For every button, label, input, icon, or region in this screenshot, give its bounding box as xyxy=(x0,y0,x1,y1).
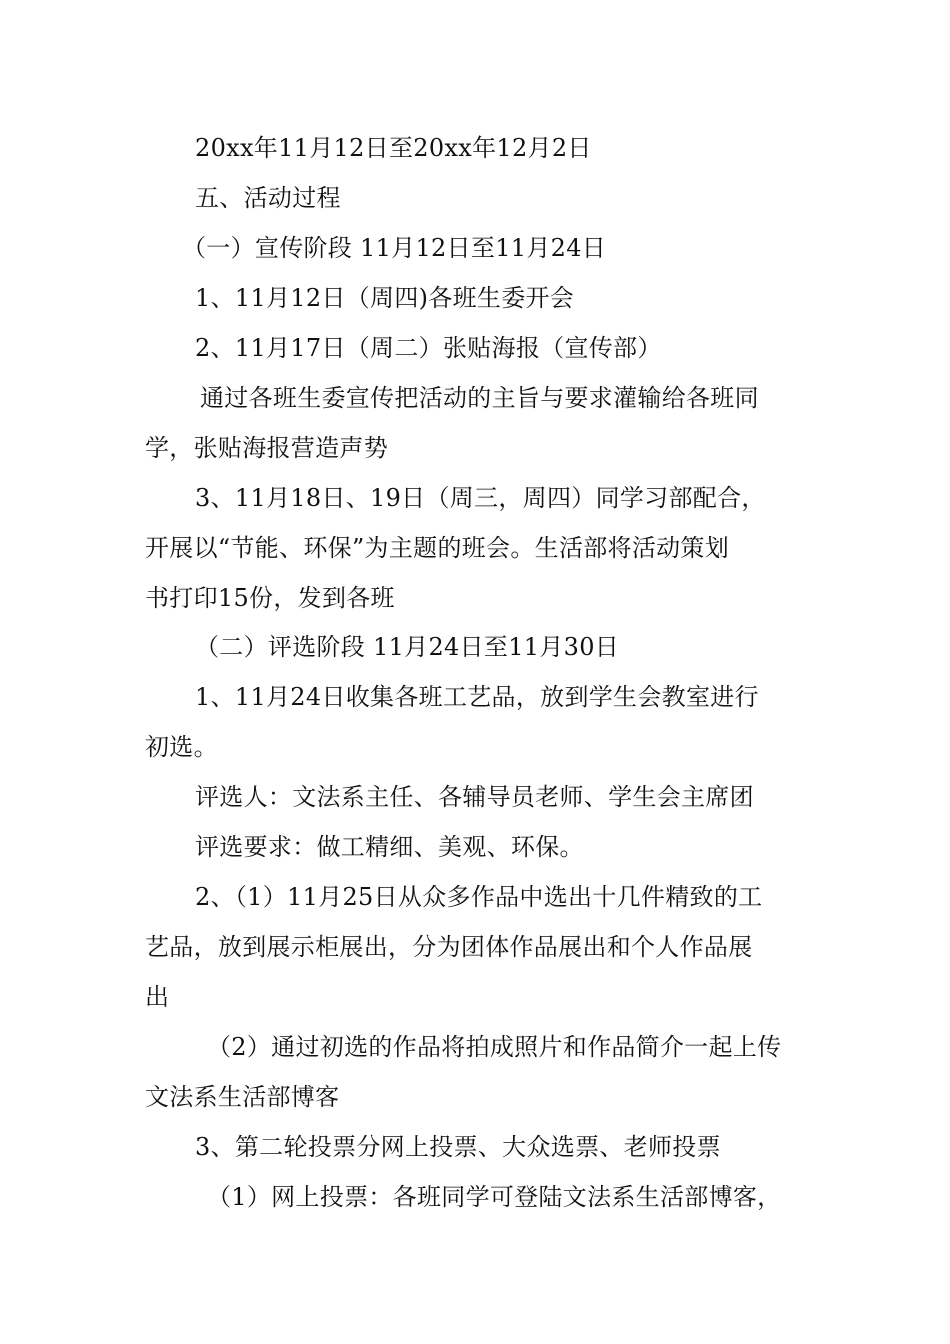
text-line: 1、11月12日（周四)各班生委开会 xyxy=(195,284,575,312)
text-line: （2）通过初选的作品将拍成照片和作品简介一起上传 xyxy=(207,1033,782,1061)
text-line: 评选人：文法系主任、各辅导员老师、学生会主席团 xyxy=(195,783,754,811)
subsection-heading: （二）评选阶段 11月24日至11月30日 xyxy=(195,633,620,661)
text-line: 初选。 xyxy=(145,733,218,761)
text-line: 1、11月24日收集各班工艺品，放到学生会教室进行 xyxy=(195,683,759,711)
text-line: 2、（1）11月25日从众多作品中选出十几件精致的工 xyxy=(195,883,763,911)
text-line: （1）网上投票：各班同学可登陆文法系生活部博客， xyxy=(207,1183,782,1211)
text-line: 2、11月17日（周二）张贴海报（宣传部） xyxy=(195,334,662,362)
text-line: 艺品，放到展示柜展出，分为团体作品展出和个人作品展 xyxy=(145,933,753,961)
text-line: 通过各班生委宣传把活动的主旨与要求灌输给各班同 xyxy=(200,384,759,412)
text-line: 学，张贴海报营造声势 xyxy=(145,434,388,462)
text-line: 开展以“节能、环保”为主题的班会。生活部将活动策划 xyxy=(145,534,730,562)
text-line: 出 xyxy=(145,983,170,1011)
text-line: 评选要求：做工精细、美观、环保。 xyxy=(195,833,584,861)
text-line: 3、第二轮投票分网上投票、大众选票、老师投票 xyxy=(195,1133,721,1161)
text-line: 3、11月18日、19日（周三，周四）同学习部配合， xyxy=(195,484,766,512)
section-heading: 五、活动过程 xyxy=(195,184,341,212)
subsection-heading: （一）宣传阶段 11月12日至11月24日 xyxy=(182,234,607,262)
text-line: 20xx年11月12日至20xx年12月2日 xyxy=(195,134,592,162)
text-line: 文法系生活部博客 xyxy=(145,1083,340,1111)
text-line: 书打印15份，发到各班 xyxy=(145,584,395,612)
